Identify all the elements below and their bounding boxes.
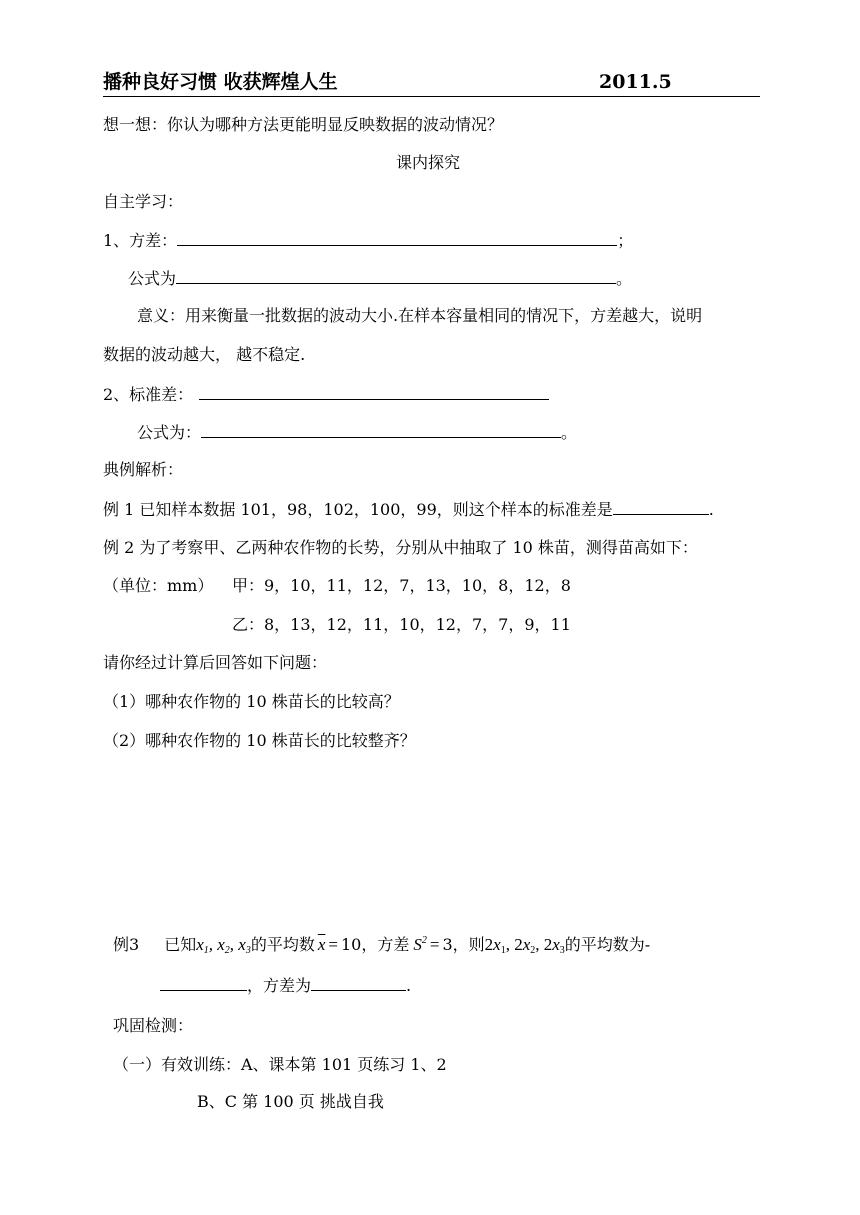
std-formula-line — [137, 422, 577, 443]
example-3-equals-1: = — [328, 935, 338, 954]
example-3-line — [113, 931, 650, 961]
example-3-text-g: . — [406, 976, 412, 995]
consolidate-line-1: （一）有效训练：A、课本第 101 页练习 1、2 — [113, 1055, 447, 1074]
think-question: 想一想：你认为哪种方法更能明显反映数据的波动情况？ — [103, 115, 504, 134]
header-title: 播种良好习惯 收获辉煌人生 — [103, 71, 338, 93]
example-2-question-2: （2）哪种农作物的 10 株苗长的比较整齐？ — [103, 731, 416, 750]
example-3-text-c: 10，方差 — [341, 935, 410, 954]
example-1-text: 例 1 已知样本数据 101，98，102，100，99，则这个样本的标准差是 — [103, 500, 613, 519]
example-3-samples: $x_1$, $x_2$, $x_3$ — [196, 935, 251, 956]
meaning-line-1: 意义：用来衡量一批数据的波动大小.在样本容量相同的情况下，方差越大，说明 — [137, 306, 703, 325]
std-line — [103, 384, 549, 405]
example-2-yi: 乙：8，13，12，11，10，12，7，7，9，11 — [232, 615, 571, 634]
example-1-end: . — [708, 500, 714, 519]
variance-blank — [177, 230, 617, 246]
std-blank — [199, 384, 549, 400]
example-3-answer-line — [160, 975, 411, 996]
example-3-text-a: 已知 — [164, 935, 197, 954]
section-title: 课内探究 — [396, 153, 461, 172]
consolidate-line-2: B、C 第 100 页 挑战自我 — [197, 1092, 384, 1111]
example-3-variance-symbol: $S^2$ — [413, 935, 427, 954]
variance-formula-blank — [176, 268, 616, 284]
example-3-text-d: 3，则 — [442, 935, 485, 954]
example-2-unit: （单位：mm） — [103, 576, 214, 595]
example-3-variance-blank — [311, 975, 406, 991]
example-3-text-b: 的平均数 — [250, 935, 315, 954]
example-3-mean-symbol: $\overline{x}$ — [317, 935, 326, 954]
consolidate-heading: 巩固检测： — [113, 1016, 194, 1035]
std-formula-end: 。 — [561, 423, 578, 442]
example-2-jia: 甲：9，10，11，12，7，13，10，8，12，8 — [232, 576, 571, 595]
example-3-doubled: $2x_1$, $2x_2$, $2x_3$ — [484, 935, 565, 956]
example-1-blank — [613, 499, 709, 515]
std-formula-label: 公式为： — [137, 423, 202, 442]
variance-end: ； — [617, 231, 634, 250]
variance-formula-label: 公式为 — [128, 269, 177, 288]
example-2-text: 例 2 为了考察甲、乙两种农作物的长势，分别从中抽取了 10 株苗，测得苗高如下： — [103, 538, 698, 557]
example-3-text-f: ，方差为 — [247, 976, 312, 995]
meaning-line-2: 数据的波动越大， 越不稳定. — [103, 345, 306, 364]
example-3-text-e: 的平均数为- — [564, 935, 651, 954]
example-2-prompt: 请你经过计算后回答如下问题： — [103, 653, 328, 672]
variance-label: 1、方差： — [103, 231, 178, 250]
example-2-question-1: （1）哪种农作物的 10 株苗长的比较高？ — [103, 692, 400, 711]
std-label: 2、标准差： — [103, 385, 194, 404]
example-3-label: 例3 — [113, 935, 140, 954]
variance-formula-end: 。 — [616, 269, 633, 288]
examples-heading: 典例解析： — [103, 460, 184, 479]
header-rule — [103, 96, 760, 97]
example-3-mean-blank — [160, 975, 247, 991]
example-3-equals-2: = — [429, 935, 440, 954]
variance-formula-line — [128, 268, 632, 289]
header-date: 2011.5 — [599, 71, 672, 93]
self-study-heading: 自主学习： — [103, 192, 184, 211]
std-formula-blank — [201, 422, 561, 438]
variance-line — [103, 230, 633, 251]
example-1 — [103, 499, 714, 520]
